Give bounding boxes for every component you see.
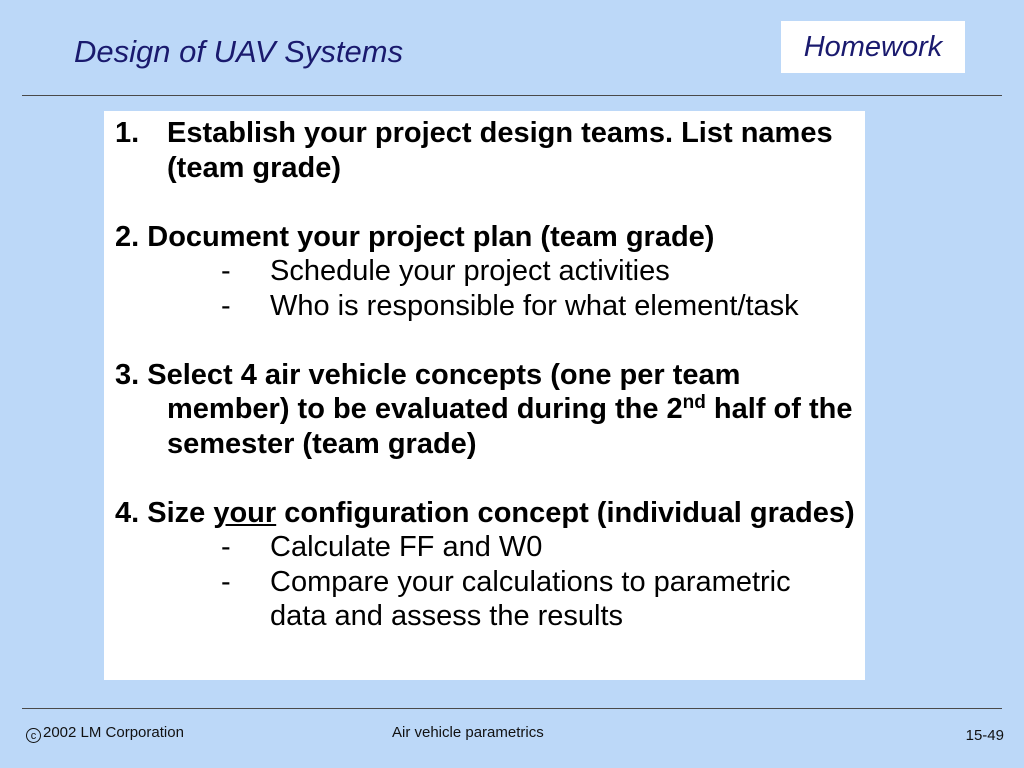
header-divider [22, 95, 1002, 96]
task-number: 3. [115, 358, 140, 391]
copyright-text: 2002 LM Corporation [43, 724, 184, 741]
task-text-span: Size [147, 496, 214, 529]
subitem [167, 530, 855, 565]
subitem [167, 289, 855, 324]
task-item [115, 358, 855, 462]
subitem-text: Compare your calculations to parametric data and assess the results [270, 565, 791, 632]
dash-bullet: - [221, 289, 231, 322]
slide-title: Design of UAV Systems [74, 34, 404, 69]
task-item [115, 496, 855, 634]
copyright-icon: c [26, 728, 41, 743]
task-text-span: configuration concept (individual grades) [276, 496, 855, 529]
page-number: 15-49 [965, 727, 1004, 744]
homework-list [104, 111, 865, 680]
subitem [167, 254, 855, 289]
footer-topic: Air vehicle parametrics [392, 724, 544, 741]
task-number: 2. [115, 220, 140, 253]
dash-bullet: - [221, 255, 231, 287]
subitem-text: Who is responsible for what element/task [270, 289, 799, 322]
task-text-span: Select 4 air vehicle concepts (one per team member) to be evaluated during the 2 [147, 358, 741, 425]
footer-divider [22, 708, 1002, 709]
task-text-span: Document your project plan (team grade) [147, 220, 715, 253]
dash-bullet: - [221, 565, 231, 598]
subitem-text: Calculate FF and W0 [270, 531, 543, 563]
task-item [115, 116, 855, 185]
subitem [167, 565, 855, 634]
dash-bullet: - [221, 531, 231, 563]
subitem-text: Schedule your project activities [270, 255, 670, 287]
task-number: 1. [115, 117, 140, 149]
underlined-word: your [213, 496, 277, 529]
task-text [115, 496, 855, 531]
task-text: Establish your project design teams. List names (team grade) [167, 117, 833, 184]
task-item [115, 220, 855, 324]
section-tag: Homework [781, 21, 965, 73]
task-text-span: half of the semester (team grade) [167, 393, 853, 460]
task-text [115, 220, 855, 255]
task-number: 4. [115, 496, 140, 529]
superscript: nd [682, 392, 706, 413]
task-text [115, 358, 855, 462]
footer-copyright [26, 724, 184, 743]
